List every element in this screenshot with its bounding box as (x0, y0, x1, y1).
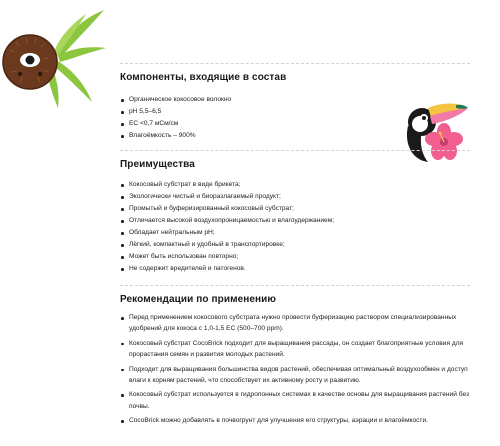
usage-recommendations-section (120, 285, 470, 430)
list-item: Перед применением кокосового субстрата нужно провести буферизацию раствором специализированных удобрений для кокоса с 1,0-1,5 EC (500–700 ppm). (120, 312, 470, 335)
list-item: Органическое кокосовое волокно (120, 94, 470, 106)
advantages-section (120, 150, 470, 275)
advantages-list (120, 179, 470, 275)
list-item: pH 5,5–6,5 (120, 106, 470, 118)
list-item: Не содержит вредителей и патогенов. (120, 263, 470, 275)
section-divider (120, 63, 470, 64)
section-divider (120, 150, 470, 151)
section-divider (120, 285, 470, 286)
composition-list (120, 94, 470, 142)
list-item: Отличается высокой воздухопроницаемостью и влагоудержанием; (120, 215, 470, 227)
section-title: Компоненты, входящие в состав (120, 72, 287, 83)
list-item: Подходит для выращивания большинства видов растений, обеспечивая оптимальный воздухообмен и доступ влаги к корням растений, что способствует их активному росту и развитию. (120, 364, 470, 387)
list-item: Кокосовый субстрат используется в гидропонных системах в качестве основы для выращивания растений без почвы. (120, 389, 470, 412)
composition-section (120, 63, 470, 142)
section-title: Преимущества (120, 159, 195, 170)
list-item: Кокосовый субстрат в виде брикета; (120, 179, 470, 191)
coconut-palm-icon (0, 2, 110, 112)
list-item: Лёгкий, компактный и удобный в транспортировке; (120, 239, 470, 251)
section-title: Рекомендации по применению (120, 294, 277, 305)
list-item: Может быть использован повторно; (120, 251, 470, 263)
list-item: Обладает нейтральным pH; (120, 227, 470, 239)
usage-list (120, 312, 470, 427)
list-item: Кокосовый субстрат CocoBrick подходит для выращивания рассады, он создает благоприятные условия для прорастания семян и развития молодых растений. (120, 338, 470, 361)
list-item: Экологически чистый и биоразлагаемый продукт; (120, 191, 470, 203)
list-item: Промытый и буферизированный кокосовый субстрат; (120, 203, 470, 215)
list-item: CocoBrick можно добавлять в почвогрунт для улучшения его структуры, аэрации и влагоёмкости. (120, 415, 470, 426)
list-item: Влагоёмкость – 900% (120, 130, 470, 142)
list-item: EC <0,7 мСм/см (120, 118, 470, 130)
